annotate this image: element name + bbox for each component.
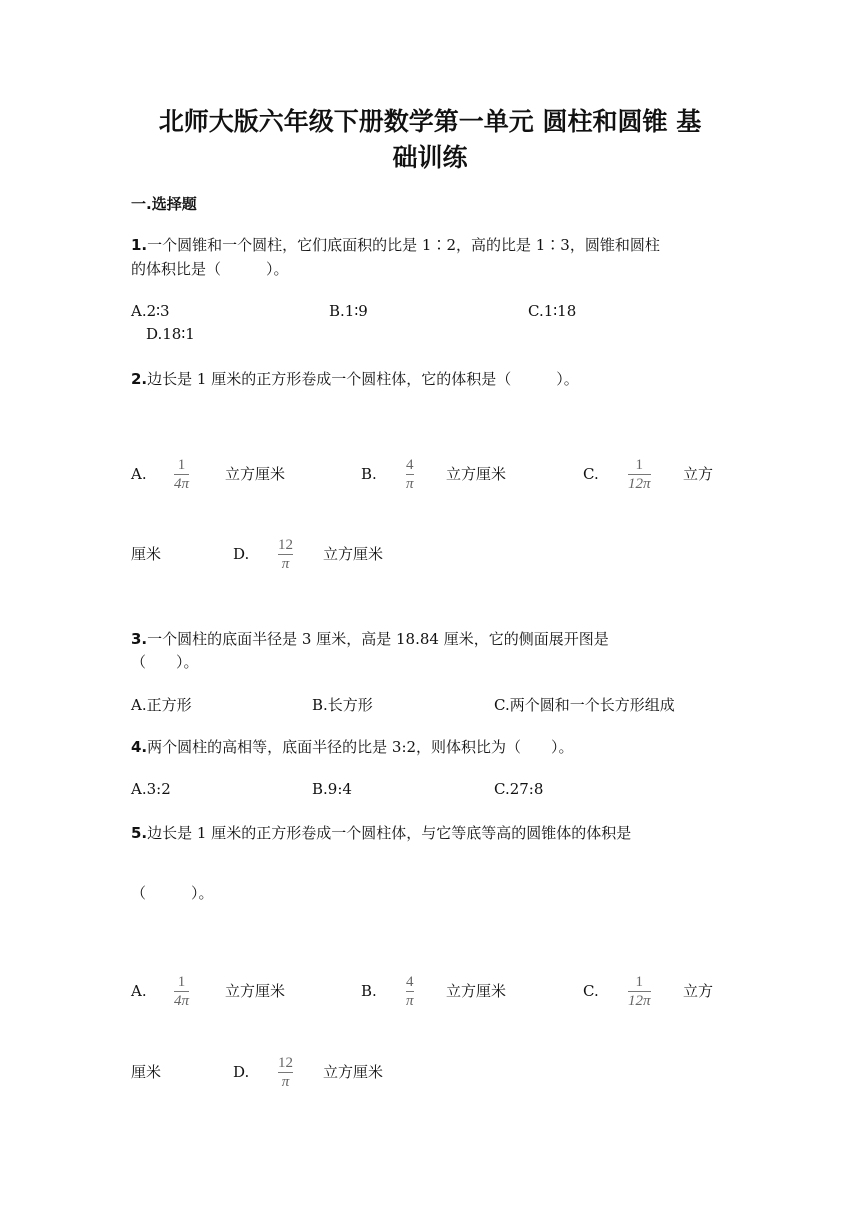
option-c-unit-wrap: 厘米: [131, 1063, 162, 1081]
question-2: [131, 368, 579, 390]
page-title-line1: 北师大版六年级下册数学第一单元 圆柱和圆锥 基: [158, 107, 702, 136]
question-text: 两个圆柱的高相等，底面半径的比是 3:2，则体积比为（ ）。: [147, 738, 574, 756]
numerator: 1: [177, 974, 186, 990]
question-text: 边长是 1 厘米的正方形卷成一个圆柱体，与它等底等高的圆锥体的体积是: [147, 824, 632, 842]
fraction-b: [406, 457, 414, 492]
option-c-unit-wrap: 厘米: [131, 545, 162, 563]
option-c-label[interactable]: C.: [583, 465, 599, 483]
option-b[interactable]: B.1∶9: [329, 302, 368, 320]
fraction-bar: [278, 1072, 293, 1073]
fraction-bar: [628, 474, 651, 475]
option-a[interactable]: A.3:2: [131, 780, 171, 798]
option-a-label[interactable]: A.: [131, 465, 147, 483]
fraction-bar: [406, 474, 414, 475]
fraction-bar: [406, 991, 414, 992]
question-number: 4.: [131, 738, 148, 756]
question-text: 一个圆锥和一个圆柱，它们底面积的比是 1∶2，高的比是 1∶3，圆锥和圆柱: [147, 236, 660, 254]
denominator: 12π: [628, 993, 651, 1009]
option-c[interactable]: C.27:8: [494, 780, 544, 798]
question-1: [131, 234, 660, 256]
denominator: π: [406, 993, 414, 1009]
fraction-a: [174, 457, 189, 492]
fraction-bar: [628, 991, 651, 992]
numerator: 4: [406, 457, 414, 473]
fraction-a: [174, 974, 189, 1009]
option-d-unit: 立方厘米: [323, 1063, 384, 1081]
option-c[interactable]: C.两个圆和一个长方形组成: [494, 696, 675, 714]
option-b-unit: 立方厘米: [446, 465, 507, 483]
option-b[interactable]: B.长方形: [312, 696, 373, 714]
option-d-unit: 立方厘米: [323, 545, 384, 563]
denominator: 12π: [628, 476, 651, 492]
option-c-unit: 立方: [683, 465, 714, 483]
denominator: π: [406, 476, 414, 492]
section-heading: 一.选择题: [131, 195, 197, 213]
question-3: [131, 628, 609, 650]
question-text: 一个圆柱的底面半径是 3 厘米，高是 18.84 厘米，它的侧面展开图是: [147, 630, 609, 648]
option-a-label[interactable]: A.: [131, 982, 147, 1000]
option-b-label[interactable]: B.: [361, 982, 377, 1000]
fraction-d: [278, 1055, 293, 1090]
question-number: 5.: [131, 824, 148, 842]
fraction-c: [628, 974, 651, 1009]
question-1-line2: 的体积比是（ ）。: [131, 260, 289, 278]
option-b-unit: 立方厘米: [446, 982, 507, 1000]
fraction-bar: [174, 474, 189, 475]
numerator: 1: [635, 457, 643, 473]
option-a-unit: 立方厘米: [225, 465, 286, 483]
denominator: 4π: [174, 993, 190, 1009]
option-c-label[interactable]: C.: [583, 982, 599, 1000]
option-d-label[interactable]: D.: [233, 545, 250, 563]
fraction-bar: [278, 554, 293, 555]
numerator: 12: [278, 1055, 293, 1071]
denominator: π: [281, 556, 290, 572]
numerator: 1: [177, 457, 186, 473]
option-d[interactable]: D.18∶1: [146, 325, 195, 343]
question-4: [131, 736, 574, 758]
option-b[interactable]: B.9:4: [312, 780, 352, 798]
question-number: 3.: [131, 630, 148, 648]
option-a[interactable]: A.正方形: [131, 696, 192, 714]
question-5-line2: （ ）。: [131, 884, 214, 902]
fraction-c: [628, 457, 651, 492]
option-b-label[interactable]: B.: [361, 465, 377, 483]
option-c-unit: 立方: [683, 982, 714, 1000]
numerator: 4: [406, 974, 414, 990]
option-c[interactable]: C.1∶18: [528, 302, 577, 320]
question-5: [131, 822, 631, 844]
option-a[interactable]: A.2∶3: [131, 302, 170, 320]
numerator: 1: [635, 974, 643, 990]
numerator: 12: [278, 537, 293, 553]
question-number: 1.: [131, 236, 148, 254]
fraction-b: [406, 974, 414, 1009]
denominator: π: [281, 1074, 290, 1090]
fraction-bar: [174, 991, 189, 992]
question-3-line2: （ ）。: [131, 653, 199, 671]
question-text: 边长是 1 厘米的正方形卷成一个圆柱体，它的体积是（ ）。: [147, 370, 579, 388]
denominator: 4π: [174, 476, 190, 492]
fraction-d: [278, 537, 293, 572]
option-d-label[interactable]: D.: [233, 1063, 250, 1081]
option-a-unit: 立方厘米: [225, 982, 286, 1000]
question-number: 2.: [131, 370, 148, 388]
page-title-line2: 础训练: [392, 143, 468, 172]
